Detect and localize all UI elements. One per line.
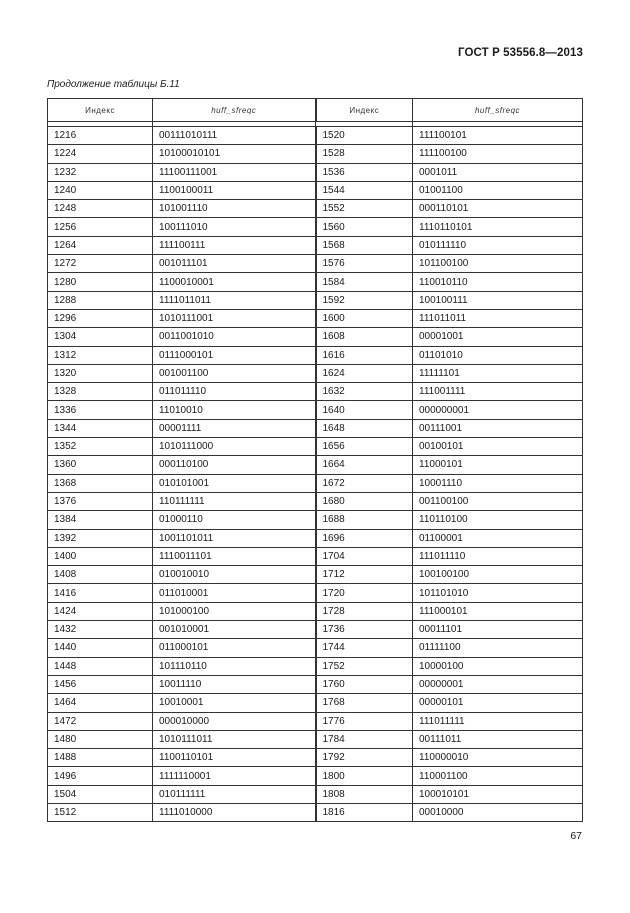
index-cell: 1432	[48, 621, 153, 639]
table-row	[48, 621, 583, 639]
code-cell: 101001110	[153, 200, 316, 218]
index-cell: 1456	[48, 675, 153, 693]
table-row	[48, 181, 583, 199]
table-row	[48, 291, 583, 309]
index-cell: 1680	[316, 492, 413, 510]
table-row	[48, 767, 583, 785]
code-cell: 00111001	[413, 419, 583, 437]
index-cell: 1288	[48, 291, 153, 309]
table-row	[48, 584, 583, 602]
code-cell: 101101010	[413, 584, 583, 602]
code-cell: 010111111	[153, 785, 316, 803]
code-cell: 00010000	[413, 803, 583, 821]
index-cell: 1408	[48, 566, 153, 584]
table-row	[48, 346, 583, 364]
index-cell: 1712	[316, 566, 413, 584]
code-cell: 01101010	[413, 346, 583, 364]
document-code: ГОСТ Р 53556.8—2013	[458, 47, 583, 59]
index-cell: 1640	[316, 401, 413, 419]
code-cell: 0011001010	[153, 328, 316, 346]
code-cell: 01001100	[413, 181, 583, 199]
code-cell: 01111100	[413, 639, 583, 657]
code-cell: 001001100	[153, 364, 316, 382]
code-cell: 00001001	[413, 328, 583, 346]
index-cell: 1480	[48, 730, 153, 748]
index-cell: 1392	[48, 529, 153, 547]
index-cell: 1528	[316, 145, 413, 163]
huffman-table	[47, 98, 583, 822]
index-cell: 1776	[316, 712, 413, 730]
index-cell: 1648	[316, 419, 413, 437]
code-cell: 110110100	[413, 511, 583, 529]
code-cell: 1111110001	[153, 767, 316, 785]
index-cell: 1464	[48, 694, 153, 712]
index-cell: 1488	[48, 749, 153, 767]
code-cell: 111001111	[413, 383, 583, 401]
code-cell: 111100100	[413, 145, 583, 163]
index-cell: 1376	[48, 492, 153, 510]
table-row	[48, 511, 583, 529]
index-cell: 1752	[316, 657, 413, 675]
code-cell: 000010000	[153, 712, 316, 730]
index-cell: 1328	[48, 383, 153, 401]
index-cell: 1520	[316, 127, 413, 145]
column-header-index-1: Индекс	[48, 99, 153, 122]
code-cell: 00000001	[413, 675, 583, 693]
code-cell: 00100101	[413, 438, 583, 456]
code-cell: 1111011011	[153, 291, 316, 309]
table-row	[48, 255, 583, 273]
index-cell: 1568	[316, 236, 413, 254]
index-cell: 1248	[48, 200, 153, 218]
code-cell: 11111101	[413, 364, 583, 382]
index-cell: 1624	[316, 364, 413, 382]
column-header-code-2: huff_sfreqc	[413, 99, 583, 122]
code-cell: 10000100	[413, 657, 583, 675]
index-cell: 1240	[48, 181, 153, 199]
index-cell: 1744	[316, 639, 413, 657]
index-cell: 1808	[316, 785, 413, 803]
table-row	[48, 749, 583, 767]
table-row	[48, 218, 583, 236]
index-cell: 1264	[48, 236, 153, 254]
table-row	[48, 712, 583, 730]
code-cell: 1010111000	[153, 438, 316, 456]
code-cell: 1100110101	[153, 749, 316, 767]
table-row	[48, 657, 583, 675]
code-cell: 111011111	[413, 712, 583, 730]
index-cell: 1536	[316, 163, 413, 181]
table-row	[48, 730, 583, 748]
index-cell: 1632	[316, 383, 413, 401]
table-row	[48, 602, 583, 620]
index-cell: 1736	[316, 621, 413, 639]
code-cell: 110111111	[153, 492, 316, 510]
table-row	[48, 785, 583, 803]
code-cell: 000110101	[413, 200, 583, 218]
code-cell: 10100010101	[153, 145, 316, 163]
table-row	[48, 566, 583, 584]
code-cell: 00111010111	[153, 127, 316, 145]
code-cell: 01100001	[413, 529, 583, 547]
table-row	[48, 547, 583, 565]
code-cell: 11000101	[413, 456, 583, 474]
code-cell: 1110011101	[153, 547, 316, 565]
index-cell: 1448	[48, 657, 153, 675]
index-cell: 1768	[316, 694, 413, 712]
index-cell: 1544	[316, 181, 413, 199]
code-cell: 111000101	[413, 602, 583, 620]
table-body	[48, 127, 583, 822]
table-row	[48, 529, 583, 547]
code-cell: 1010111001	[153, 309, 316, 327]
code-cell: 101100100	[413, 255, 583, 273]
index-cell: 1672	[316, 474, 413, 492]
column-header-index-2: Индекс	[316, 99, 413, 122]
code-cell: 110010110	[413, 273, 583, 291]
index-cell: 1552	[316, 200, 413, 218]
table-header-row	[48, 99, 583, 122]
code-cell: 010111110	[413, 236, 583, 254]
index-cell: 1792	[316, 749, 413, 767]
table-row	[48, 401, 583, 419]
table-row	[48, 364, 583, 382]
code-cell: 100100100	[413, 566, 583, 584]
index-cell: 1496	[48, 767, 153, 785]
code-cell: 10011110	[153, 675, 316, 693]
index-cell: 1336	[48, 401, 153, 419]
index-cell: 1512	[48, 803, 153, 821]
index-cell: 1696	[316, 529, 413, 547]
code-cell: 1100010001	[153, 273, 316, 291]
code-cell: 111100111	[153, 236, 316, 254]
code-cell: 001011101	[153, 255, 316, 273]
code-cell: 010010010	[153, 566, 316, 584]
code-cell: 0001011	[413, 163, 583, 181]
index-cell: 1296	[48, 309, 153, 327]
table-row	[48, 492, 583, 510]
index-cell: 1232	[48, 163, 153, 181]
index-cell: 1272	[48, 255, 153, 273]
table-row	[48, 456, 583, 474]
code-cell: 1110110101	[413, 218, 583, 236]
code-cell: 000110100	[153, 456, 316, 474]
code-cell: 011011110	[153, 383, 316, 401]
index-cell: 1616	[316, 346, 413, 364]
code-cell: 10010001	[153, 694, 316, 712]
table-row	[48, 236, 583, 254]
code-cell: 101000100	[153, 602, 316, 620]
index-cell: 1280	[48, 273, 153, 291]
index-cell: 1320	[48, 364, 153, 382]
index-cell: 1256	[48, 218, 153, 236]
code-cell: 1111010000	[153, 803, 316, 821]
code-cell: 11100111001	[153, 163, 316, 181]
index-cell: 1472	[48, 712, 153, 730]
index-cell: 1424	[48, 602, 153, 620]
code-cell: 1010111011	[153, 730, 316, 748]
code-cell: 111011110	[413, 547, 583, 565]
table-row	[48, 803, 583, 821]
code-cell: 011010001	[153, 584, 316, 602]
code-cell: 100111010	[153, 218, 316, 236]
table-row	[48, 383, 583, 401]
index-cell: 1816	[316, 803, 413, 821]
index-cell: 1504	[48, 785, 153, 803]
code-cell: 110000010	[413, 749, 583, 767]
code-cell: 00000101	[413, 694, 583, 712]
code-cell: 111100101	[413, 127, 583, 145]
table-row	[48, 474, 583, 492]
table-row	[48, 163, 583, 181]
code-cell: 00011101	[413, 621, 583, 639]
index-cell: 1440	[48, 639, 153, 657]
index-cell: 1400	[48, 547, 153, 565]
code-cell: 111011011	[413, 309, 583, 327]
code-cell: 100010101	[413, 785, 583, 803]
index-cell: 1560	[316, 218, 413, 236]
code-cell: 011000101	[153, 639, 316, 657]
index-cell: 1800	[316, 767, 413, 785]
table-row	[48, 145, 583, 163]
code-cell: 11010010	[153, 401, 316, 419]
table-row	[48, 675, 583, 693]
code-cell: 1001101011	[153, 529, 316, 547]
code-cell: 100100111	[413, 291, 583, 309]
code-cell: 001010001	[153, 621, 316, 639]
index-cell: 1304	[48, 328, 153, 346]
index-cell: 1416	[48, 584, 153, 602]
code-cell: 10001110	[413, 474, 583, 492]
page-number: 67	[570, 830, 582, 842]
code-cell: 010101001	[153, 474, 316, 492]
index-cell: 1368	[48, 474, 153, 492]
table-row	[48, 127, 583, 145]
index-cell: 1584	[316, 273, 413, 291]
table-caption: Продолжение таблицы Б.11	[47, 79, 180, 90]
index-cell: 1608	[316, 328, 413, 346]
index-cell: 1760	[316, 675, 413, 693]
code-cell: 001100100	[413, 492, 583, 510]
table-row	[48, 639, 583, 657]
code-cell: 0111000101	[153, 346, 316, 364]
column-header-code-1: huff_sfreqc	[153, 99, 316, 122]
code-cell: 01000110	[153, 511, 316, 529]
table-row	[48, 309, 583, 327]
index-cell: 1312	[48, 346, 153, 364]
index-cell: 1224	[48, 145, 153, 163]
index-cell: 1360	[48, 456, 153, 474]
table-row	[48, 328, 583, 346]
index-cell: 1384	[48, 511, 153, 529]
index-cell: 1664	[316, 456, 413, 474]
table-row	[48, 694, 583, 712]
code-cell: 00111011	[413, 730, 583, 748]
index-cell: 1344	[48, 419, 153, 437]
index-cell: 1352	[48, 438, 153, 456]
index-cell: 1216	[48, 127, 153, 145]
index-cell: 1576	[316, 255, 413, 273]
code-cell: 110001100	[413, 767, 583, 785]
index-cell: 1600	[316, 309, 413, 327]
index-cell: 1784	[316, 730, 413, 748]
index-cell: 1728	[316, 602, 413, 620]
table-row	[48, 273, 583, 291]
code-cell: 00001111	[153, 419, 316, 437]
code-cell: 101110110	[153, 657, 316, 675]
index-cell: 1688	[316, 511, 413, 529]
index-cell: 1592	[316, 291, 413, 309]
table-row	[48, 200, 583, 218]
code-cell: 1100100011	[153, 181, 316, 199]
index-cell: 1656	[316, 438, 413, 456]
table-row	[48, 438, 583, 456]
code-cell: 000000001	[413, 401, 583, 419]
table-row	[48, 419, 583, 437]
index-cell: 1704	[316, 547, 413, 565]
index-cell: 1720	[316, 584, 413, 602]
